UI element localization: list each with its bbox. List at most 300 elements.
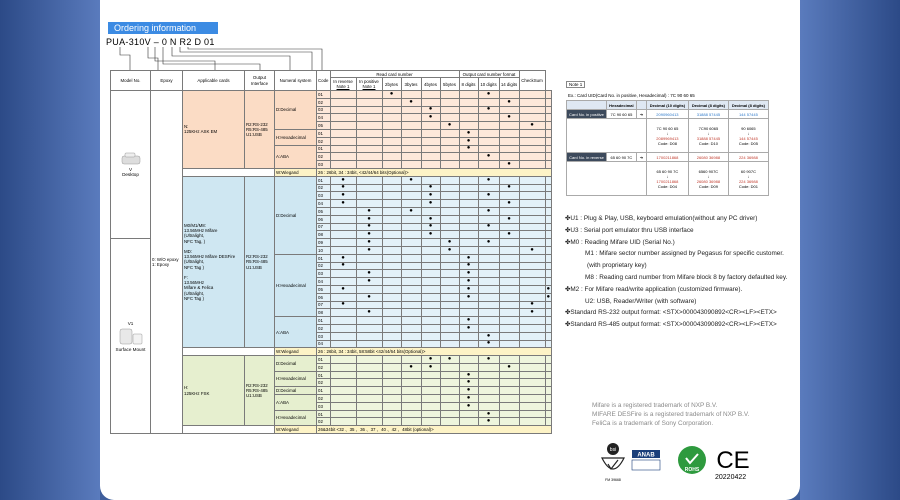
empty-cell	[330, 379, 356, 387]
header-2bytes: 2bytes	[382, 78, 401, 91]
empty-cell	[545, 356, 552, 364]
dot-mark: ●	[356, 309, 382, 317]
empty-cell	[440, 387, 459, 395]
code-cell: 05	[317, 207, 331, 215]
empty-cell	[440, 317, 459, 325]
empty-cell	[382, 332, 401, 340]
empty-cell	[421, 246, 440, 254]
wiegand-text: 26 : 26bit, 34 : 34bit, 58:58bit <42/44/64 bits(Optional)>	[317, 348, 552, 356]
numeral-system-cell: A:ABA	[275, 317, 317, 348]
empty-cell	[545, 207, 552, 215]
empty-cell	[401, 278, 421, 286]
empty-cell	[519, 137, 545, 145]
header-output-format: Output card number format	[459, 71, 519, 78]
wiegand-label: W:Wiegand	[275, 348, 317, 356]
empty-cell	[499, 91, 519, 99]
empty-cell	[330, 356, 356, 364]
empty-cell	[421, 137, 440, 145]
empty-cell	[330, 106, 356, 114]
wiegand-label: W:Wiegand	[275, 426, 317, 434]
empty-cell	[421, 402, 440, 410]
code-cell: 06	[317, 293, 331, 301]
empty-cell	[440, 301, 459, 309]
empty-cell	[499, 285, 519, 293]
ex-rev-detail-1: 65 60 90 7C ↓ 1700211868 Code: D04	[646, 162, 688, 196]
empty-cell	[330, 317, 356, 325]
dot-mark: ●	[330, 192, 356, 200]
empty-cell	[499, 293, 519, 301]
code-cell: 04	[317, 200, 331, 208]
empty-cell	[459, 223, 478, 231]
ex-rev-val-2: 26080 36988	[688, 153, 728, 162]
empty-cell	[519, 379, 545, 387]
empty-cell	[545, 215, 552, 223]
code-cell: 02	[317, 262, 331, 270]
code-cell: 09	[317, 239, 331, 247]
ex-header-dec10: Decimal (10 digits)	[646, 101, 688, 110]
dot-mark: ●	[356, 223, 382, 231]
ex-rev-detail-3: 60 907C ↓ 224 36988 Code: D01	[728, 162, 768, 196]
empty-cell	[356, 129, 382, 137]
empty-cell	[519, 371, 545, 379]
empty-cell	[459, 114, 478, 122]
legend-item: ✤Standard RS-232 output format: <STX>000043090892<CR><LF><ETX>	[565, 309, 777, 317]
empty-cell	[382, 176, 401, 184]
dot-mark: ●	[356, 293, 382, 301]
empty-cell	[519, 192, 545, 200]
dot-mark: ●	[330, 285, 356, 293]
empty-cell	[499, 129, 519, 137]
code-cell: 03	[317, 332, 331, 340]
dot-mark: ●	[421, 184, 440, 192]
empty-cell	[330, 91, 356, 99]
dot-mark: ●	[421, 231, 440, 239]
empty-cell	[382, 106, 401, 114]
code-cell: 07	[317, 223, 331, 231]
ex-header-dec8b: Decimal (8 digits)	[728, 101, 768, 110]
empty-cell	[401, 309, 421, 317]
code-cell: 01	[317, 410, 331, 418]
empty-cell	[382, 324, 401, 332]
empty-cell	[440, 363, 459, 371]
empty-cell	[356, 301, 382, 309]
empty-cell	[440, 161, 459, 169]
empty-cell	[440, 231, 459, 239]
code-cell: 02	[317, 184, 331, 192]
header-epoxy: Epoxy	[151, 71, 183, 91]
empty-cell	[459, 207, 478, 215]
empty-cell	[499, 387, 519, 395]
empty-cell	[519, 98, 545, 106]
dot-mark: ●	[478, 410, 499, 418]
empty-cell	[459, 161, 478, 169]
dot-mark: ●	[421, 114, 440, 122]
empty-cell	[440, 215, 459, 223]
code-cell: 02	[317, 324, 331, 332]
empty-cell	[356, 192, 382, 200]
empty-cell	[519, 270, 545, 278]
numeral-system-cell: D:Decimal	[275, 176, 317, 254]
empty-cell	[440, 402, 459, 410]
empty-cell	[519, 184, 545, 192]
empty-cell	[330, 246, 356, 254]
trademark-line: FeliCa is a trademark of Sony Corporation.	[592, 420, 714, 427]
dot-mark: ●	[499, 200, 519, 208]
empty-cell	[421, 379, 440, 387]
empty-cell	[421, 301, 440, 309]
applicable-cards-cell: N: 125KHz ASK EM	[183, 91, 245, 169]
empty-cell	[382, 340, 401, 348]
empty-cell	[356, 91, 382, 99]
empty-cell	[330, 402, 356, 410]
empty-cell	[421, 410, 440, 418]
epoxy-cell: 0: W/O epoxy 1: Epoxy	[151, 91, 183, 434]
empty-cell	[382, 418, 401, 426]
empty-cell	[382, 153, 401, 161]
empty-cell	[519, 114, 545, 122]
empty-cell	[382, 356, 401, 364]
dot-mark: ●	[330, 184, 356, 192]
ex-pos-hex: 7C 90 60 65	[606, 110, 636, 119]
empty-cell	[382, 192, 401, 200]
empty-cell	[421, 262, 440, 270]
empty-cell	[499, 223, 519, 231]
empty-cell	[440, 270, 459, 278]
empty-cell	[330, 410, 356, 418]
empty-cell	[382, 285, 401, 293]
empty-cell	[356, 356, 382, 364]
empty-cell	[499, 122, 519, 130]
empty-cell	[421, 332, 440, 340]
ex-pos-detail-2: 7C90 6065 ↓ 31888 57445 Code: D10	[688, 119, 728, 153]
dot-mark: ●	[356, 246, 382, 254]
dot-mark: ●	[330, 254, 356, 262]
code-cell: 02	[317, 395, 331, 403]
empty-cell	[459, 363, 478, 371]
empty-cell	[440, 176, 459, 184]
empty-cell	[519, 324, 545, 332]
dot-mark: ●	[459, 270, 478, 278]
empty-cell	[356, 285, 382, 293]
code-cell: 06	[317, 215, 331, 223]
code-cell: 01	[317, 387, 331, 395]
empty-cell	[440, 340, 459, 348]
empty-cell	[519, 293, 545, 301]
empty-cell	[545, 200, 552, 208]
wiegand-text: 26 : 26bit, 34 : 34bit, <42/44/64 bits(Optional)>	[317, 168, 552, 176]
empty-cell	[545, 270, 552, 278]
empty-cell	[382, 301, 401, 309]
dot-mark: ●	[459, 402, 478, 410]
numeral-system-cell: D:Decimal	[275, 387, 317, 395]
empty-cell	[440, 371, 459, 379]
empty-cell	[382, 161, 401, 169]
dot-mark: ●	[421, 356, 440, 364]
empty-cell	[478, 379, 499, 387]
empty-cell	[382, 270, 401, 278]
empty-cell	[330, 371, 356, 379]
dot-mark: ●	[499, 161, 519, 169]
desktop-reader-icon	[120, 152, 142, 166]
dot-mark: ●	[519, 246, 545, 254]
empty-cell	[519, 340, 545, 348]
empty-cell	[499, 402, 519, 410]
empty-cell	[330, 395, 356, 403]
dot-mark: ●	[459, 137, 478, 145]
empty-cell	[459, 418, 478, 426]
empty-cell	[478, 262, 499, 270]
dot-mark: ●	[356, 278, 382, 286]
note-label: Note 1	[566, 81, 585, 88]
dot-mark: ●	[478, 91, 499, 99]
empty-cell	[401, 161, 421, 169]
ex-pos-val-3: 144 57445	[728, 110, 768, 119]
dot-mark: ●	[478, 418, 499, 426]
background-right-panel	[800, 0, 900, 500]
empty-cell	[499, 192, 519, 200]
legend-item: ✤Standard RS-485 output format: <STX>000043090892<CR><LF><ETX>	[565, 321, 777, 329]
empty-cell	[421, 278, 440, 286]
empty-cell	[459, 340, 478, 348]
empty-cell	[356, 254, 382, 262]
dot-mark: ●	[382, 91, 401, 99]
empty-cell	[519, 402, 545, 410]
model-code: PUA-310V – 0 N R2 D 01	[106, 37, 215, 47]
empty-cell	[356, 98, 382, 106]
dot-mark: ●	[499, 184, 519, 192]
empty-cell	[356, 200, 382, 208]
ex-header-dec8a: Decimal (8 digits)	[688, 101, 728, 110]
model-label: V	[128, 167, 133, 173]
header-code: Code	[317, 71, 331, 91]
empty-cell	[519, 239, 545, 247]
empty-cell	[401, 270, 421, 278]
empty-cell	[421, 176, 440, 184]
dot-mark: ●	[459, 387, 478, 395]
empty-cell	[330, 309, 356, 317]
empty-cell	[499, 270, 519, 278]
empty-cell	[356, 340, 382, 348]
empty-cell	[401, 402, 421, 410]
empty-cell	[421, 309, 440, 317]
rohs-logo	[676, 444, 708, 476]
ex-pos-val-1: 2090960413	[646, 110, 688, 119]
code-cell: 05	[317, 285, 331, 293]
empty-cell	[545, 317, 552, 325]
empty-cell	[478, 387, 499, 395]
dot-mark: ●	[356, 270, 382, 278]
empty-cell	[478, 293, 499, 301]
ordering-sheet	[100, 0, 800, 500]
empty-cell	[330, 418, 356, 426]
dot-mark: ●	[401, 176, 421, 184]
empty-cell	[330, 293, 356, 301]
empty-cell	[356, 410, 382, 418]
empty-cell	[382, 410, 401, 418]
code-cell: 08	[317, 309, 331, 317]
empty-cell	[440, 418, 459, 426]
empty-cell	[545, 379, 552, 387]
trademark-line: MIFARE DESFire is a registered trademark of NXP B.V.	[592, 411, 750, 418]
empty-cell	[545, 114, 552, 122]
empty-cell	[440, 200, 459, 208]
dot-mark: ●	[421, 200, 440, 208]
empty-cell	[382, 223, 401, 231]
empty-cell	[440, 379, 459, 387]
empty-cell	[545, 122, 552, 130]
empty-cell	[440, 91, 459, 99]
empty-cell	[440, 278, 459, 286]
empty-cell	[519, 145, 545, 153]
code-cell: 01	[317, 254, 331, 262]
empty-cell	[330, 207, 356, 215]
dot-mark: ●	[459, 254, 478, 262]
header-10digits: 10 digits	[478, 78, 499, 91]
empty-cell	[499, 278, 519, 286]
dot-mark: ●	[478, 340, 499, 348]
empty-cell	[382, 184, 401, 192]
empty-cell	[499, 340, 519, 348]
empty-cell	[421, 340, 440, 348]
empty-cell	[421, 387, 440, 395]
empty-cell	[330, 122, 356, 130]
dot-mark: ●	[459, 278, 478, 286]
numeral-system-cell: D:Decimal	[275, 91, 317, 130]
dot-mark: ●	[478, 106, 499, 114]
ex-pos-detail-1: 7C 90 60 65 ↓ 2089969413 Code: D08	[646, 119, 688, 153]
dot-mark: ●	[499, 98, 519, 106]
empty-cell	[459, 176, 478, 184]
empty-cell	[401, 262, 421, 270]
empty-cell	[382, 262, 401, 270]
code-cell: 01	[317, 145, 331, 153]
empty-cell	[401, 192, 421, 200]
empty-cell	[440, 129, 459, 137]
empty-cell	[519, 395, 545, 403]
empty-cell	[459, 98, 478, 106]
header-model-no: Model No.	[111, 71, 151, 91]
empty-cell	[499, 106, 519, 114]
empty-cell	[459, 301, 478, 309]
dot-mark: ●	[546, 293, 551, 300]
empty-cell	[330, 223, 356, 231]
empty-cell	[356, 363, 382, 371]
empty-cell	[401, 145, 421, 153]
empty-cell	[545, 246, 552, 254]
empty-cell	[401, 223, 421, 231]
empty-cell	[401, 379, 421, 387]
empty-cell	[545, 395, 552, 403]
numeral-system-cell: H:Hexadecimal	[275, 410, 317, 426]
ex-rev-blank	[567, 162, 647, 196]
empty-cell	[545, 387, 552, 395]
empty-cell	[478, 231, 499, 239]
empty-cell	[330, 239, 356, 247]
code-cell: 02	[317, 98, 331, 106]
empty-cell	[545, 145, 552, 153]
empty-cell	[330, 215, 356, 223]
wiegand-blank	[183, 348, 275, 356]
ex-rev-val-3: 224 36988	[728, 153, 768, 162]
empty-cell	[401, 215, 421, 223]
empty-cell	[459, 91, 478, 99]
empty-cell	[401, 356, 421, 364]
empty-cell	[440, 223, 459, 231]
empty-cell	[545, 340, 552, 348]
empty-cell	[459, 231, 478, 239]
legend-item: U2: USB, Reader/Writer (with software)	[585, 297, 697, 305]
empty-cell	[519, 410, 545, 418]
header-14digits: 14 digits	[499, 78, 519, 91]
numeral-system-cell: A:ABA	[275, 395, 317, 411]
empty-cell	[478, 129, 499, 137]
wiegand-blank	[183, 168, 275, 176]
empty-cell	[330, 137, 356, 145]
dot-mark: ●	[356, 231, 382, 239]
empty-cell	[382, 278, 401, 286]
empty-cell	[440, 262, 459, 270]
empty-cell	[401, 254, 421, 262]
empty-cell	[499, 317, 519, 325]
empty-cell	[421, 317, 440, 325]
header-5bytes: 5bytes	[440, 78, 459, 91]
empty-cell	[421, 324, 440, 332]
empty-cell	[545, 223, 552, 231]
empty-cell	[459, 332, 478, 340]
empty-cell	[545, 231, 552, 239]
wiegand-label: W:Wiegand	[275, 168, 317, 176]
surface-reader-icon	[118, 326, 144, 346]
empty-cell	[545, 309, 552, 317]
empty-cell	[478, 215, 499, 223]
empty-cell	[519, 106, 545, 114]
empty-cell	[401, 395, 421, 403]
empty-cell	[382, 137, 401, 145]
empty-cell	[478, 98, 499, 106]
dot-mark: ●	[459, 262, 478, 270]
header-numeral-system: Numeral system	[275, 71, 317, 91]
dot-mark: ●	[421, 223, 440, 231]
empty-cell	[382, 395, 401, 403]
dot-mark: ●	[499, 363, 519, 371]
background-left-panel	[0, 0, 100, 500]
empty-cell	[478, 309, 499, 317]
code-cell: 04	[317, 114, 331, 122]
empty-cell	[401, 129, 421, 137]
empty-cell	[440, 332, 459, 340]
empty-cell	[459, 184, 478, 192]
empty-cell	[459, 122, 478, 130]
header-8digits: 8 digits	[459, 78, 478, 91]
applicable-cards-cell: M0/M1/M8: 13.56MHz Mifare (Ultralight, NFC Tag, ) MD: 13.56MHz Mifare DESFire (Ultralight, NFC Tag ) F: 13.56MHz Mifare & Felica (Ultralight, NFC Tag )	[183, 176, 245, 348]
empty-cell	[421, 207, 440, 215]
anab-logo	[630, 446, 662, 476]
wiegand-text: 26&34bit <32 、35 、36 、37 、40 、42 、48bit (optional)>	[317, 426, 552, 434]
empty-cell	[519, 161, 545, 169]
certification-logos	[598, 440, 798, 490]
empty-cell	[519, 356, 545, 364]
empty-cell	[519, 207, 545, 215]
code-cell: 04	[317, 278, 331, 286]
trademark-line: Mifare is a registered trademark of NXP B.V.	[592, 402, 718, 409]
empty-cell	[440, 114, 459, 122]
dot-mark: ●	[459, 395, 478, 403]
empty-cell	[519, 129, 545, 137]
empty-cell	[421, 254, 440, 262]
empty-cell	[545, 137, 552, 145]
dot-mark: ●	[330, 200, 356, 208]
empty-cell	[440, 293, 459, 301]
